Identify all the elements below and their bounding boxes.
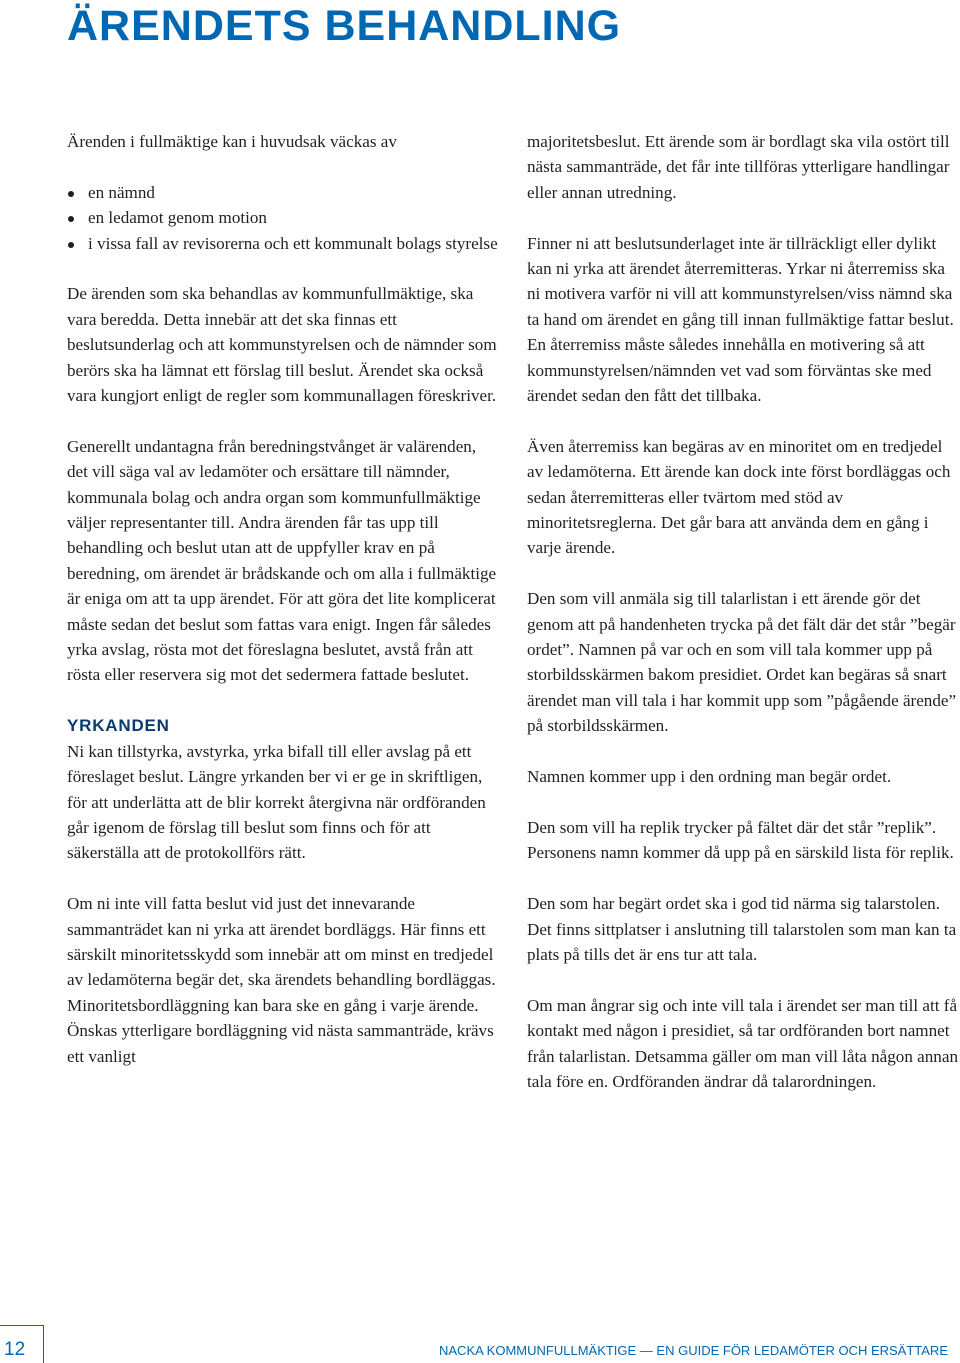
left-column	[67, 129, 499, 1069]
initiators-list	[67, 180, 499, 256]
tabling-paragraph: Om ni inte vill fatta beslut vid just det innevarande sammanträdet kan ni yrka att ärendet bordläggs. Här finns ett särskilt minoritetsskydd som innebär att om minst en tredjedel av ledamöterna begär det, ska ärendets behandling bordläggas. Minoritetsbordläggning kan bara ske en gång i varje ärende. Önskas ytterligare bordläggning vid nästa sammanträde, krävs ett vanligt	[67, 894, 496, 1066]
paragraph: Namnen kommer upp i den ordning man begär ordet.	[527, 767, 892, 787]
paragraph: Finner ni att beslutsunderlaget inte är tillräckligt eller dylikt kan ni yrka att ärendet återremitteras. Yrkar ni återremiss ska ni motivera varför ni vill att kommunstyrelsen/viss nämnd ska ta hand om ärendet en gång till innan fullmäktige fattar beslut. En återremiss måste således innehålla en motivering så att kommunstyrelsen/nämnden vet vad som förväntas ske med ärendet sedan den fått det tillbaka.	[527, 233, 954, 406]
paragraph: Även återremiss kan begäras av en minoritet om en tredjedel av ledamöterna. Ett ärende kan dock inte först bordläggas och sedan återremitteras eller tvärtom med stöd av minoritetsreglerna. Det går bara att använda dem en gång i varje ärende.	[527, 436, 951, 558]
right-column	[527, 129, 959, 1094]
section-heading: YRKANDEN	[67, 716, 170, 736]
paragraph: Den som vill anmäla sig till talarlistan i ett ärende gör det genom att på handenheten trycka på det fält där det står ”begär ordet”. Namnen på var och en som vill tala kommer upp på storbildsskärmen bakom presidiet. Ordet kan begäras så snart ärendet man vill tala i har kommit upp som ”pågående ärende” på storbildsskärmen.	[527, 589, 957, 736]
page-number: 12	[4, 1339, 26, 1360]
exceptions-paragraph: Generellt undantagna från beredningstvånget är valärenden, det vill säga val av ledamöter och ersättare till nämnder, kommunala bolag och andra organ som kommunfullmäktige väljer representanter till. Andra ärenden får tas upp till behandling och beslut utan att de uppfyller krav en på beredning, om ärendet är brådskande och om alla i fullmäktige är eniga om att ta upp ärendet. För att göra det lite komplicerat måste sedan det beslut som fattas vara enigt. Ingen får således yrka avslag, rösta mot det föreslagna beslutet, avstå från att rösta eller reservera sig mot det sedermera fattade beslutet.	[67, 436, 497, 685]
paragraph: Om man ångrar sig och inte vill tala i ärendet ser man till att få kontakt med någon i presidiet, så tar ordföranden bort namnet från talarlistan. Detsamma gäller om man vill låta någon annan tala före en. Ordföranden ändrar då talarordningen.	[527, 995, 958, 1091]
paragraph: majoritetsbeslut. Ett ärende som är bordlagt ska vila ostört till nästa sammanträde, det får inte tillföras ytterligare handlingar eller annan utredning.	[527, 132, 950, 202]
list-item: i vissa fall av revisorerna och ett kommunalt bolags styrelse	[67, 231, 499, 256]
page-title: ÄRENDETS BEHANDLING	[67, 2, 622, 50]
running-footer: NACKA KOMMUNFULLMÄKTIGE — EN GUIDE FÖR LEDAMÖTER OCH ERSÄTTARE	[439, 1343, 948, 1358]
motions-paragraph: Ni kan tillstyrka, avstyrka, yrka bifall till eller avslag på ett föreslaget beslut. Längre yrkanden ber vi er ge in skriftligen, för att underlätta att de blir korrekt återgivna när ordföranden går igenom de förslag till beslut som finns och för att säkerställa att de protokollförs rätt.	[67, 741, 486, 863]
paragraph: Den som vill ha replik trycker på fältet där det står ”replik”. Personens namn kommer då upp på en särskild lista för replik.	[527, 817, 954, 863]
preparation-paragraph: De ärenden som ska behandlas av kommunfullmäktige, ska vara beredda. Detta innebär att det ska finnas ett beslutsunderlag och att kommunstyrelsen och de nämnder som berörs ska ha lämnat ett förslag till beslut. Ärendet ska också vara kungjort enligt de regler som kommunallagen föreskriver.	[67, 284, 497, 406]
paragraph: Den som har begärt ordet ska i god tid närma sig talarstolen. Det finns sittplatser i anslutning till talarstolen som man kan ta plats på tills det är ens tur att tala.	[527, 894, 957, 964]
list-item: en nämnd	[67, 180, 499, 205]
list-item: en ledamot genom motion	[67, 205, 499, 230]
intro-paragraph: Ärenden i fullmäktige kan i huvudsak väckas av	[67, 132, 397, 151]
